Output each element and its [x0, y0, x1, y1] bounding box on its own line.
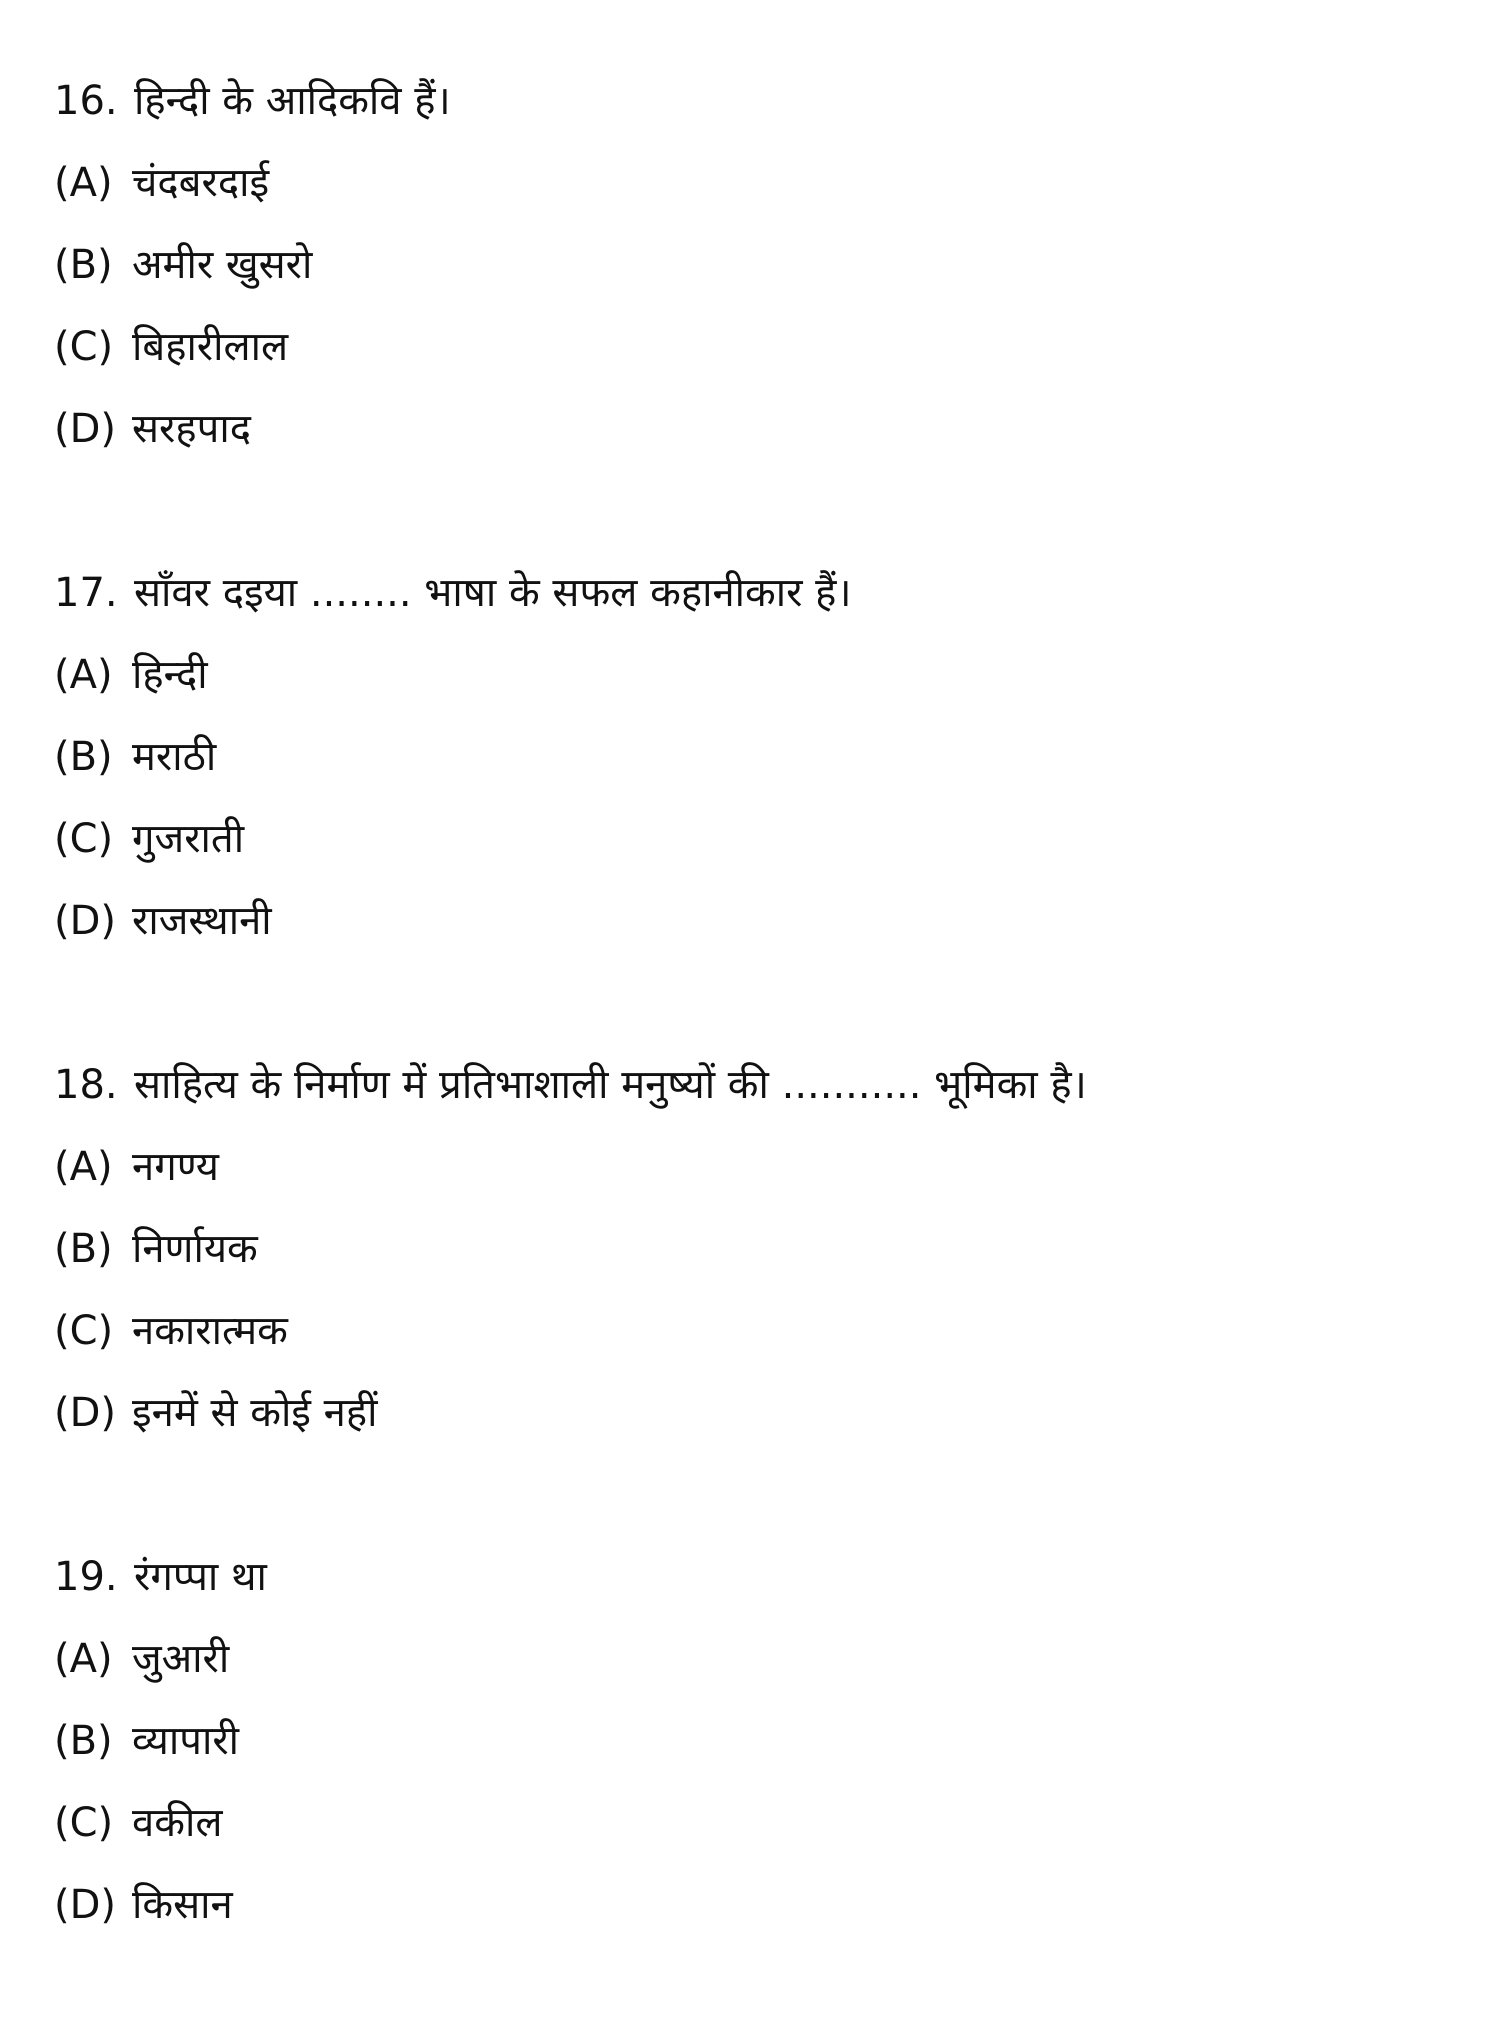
option-text: मराठी: [132, 734, 217, 780]
option-d[interactable]: [54, 1372, 1454, 1454]
option-key: (D): [54, 898, 117, 944]
option-text: राजस्थानी: [132, 898, 272, 944]
option-text: व्यापारी: [132, 1718, 240, 1764]
question-text: हिन्दी के आदिकवि हैं।: [134, 78, 451, 124]
question-18: [54, 1044, 1454, 1454]
option-c[interactable]: [54, 306, 1454, 388]
option-key: (C): [54, 324, 114, 370]
question-text: रंगप्पा था: [134, 1554, 267, 1600]
option-d[interactable]: [54, 1864, 1454, 1946]
question-16: [54, 60, 1454, 470]
question-17: [54, 552, 1454, 962]
option-text: निर्णायक: [132, 1226, 258, 1272]
question-text-line: [54, 552, 1454, 634]
option-b[interactable]: [54, 224, 1454, 306]
option-text: जुआरी: [132, 1636, 230, 1682]
question-text-line: [54, 60, 1454, 142]
option-text: नकारात्मक: [132, 1308, 288, 1354]
question-text-line: [54, 1044, 1454, 1126]
option-text: अमीर खुसरो: [132, 242, 313, 288]
option-key: (D): [54, 406, 117, 452]
option-key: (B): [54, 242, 113, 288]
option-c[interactable]: [54, 1782, 1454, 1864]
question-number: 16.: [54, 78, 118, 124]
option-d[interactable]: [54, 388, 1454, 470]
option-d[interactable]: [54, 880, 1454, 962]
option-key: (C): [54, 816, 114, 862]
option-a[interactable]: [54, 142, 1454, 224]
option-b[interactable]: [54, 716, 1454, 798]
option-a[interactable]: [54, 1126, 1454, 1208]
option-text: चंदबरदाई: [132, 160, 270, 206]
option-key: (C): [54, 1308, 114, 1354]
option-text: हिन्दी: [132, 652, 208, 698]
question-19: [54, 1536, 1454, 1946]
question-text-line: [54, 1536, 1454, 1618]
option-text: इनमें से कोई नहीं: [132, 1390, 378, 1436]
option-key: (A): [54, 160, 113, 206]
option-text: गुजराती: [132, 816, 245, 862]
question-number: 18.: [54, 1062, 118, 1108]
option-b[interactable]: [54, 1208, 1454, 1290]
option-b[interactable]: [54, 1700, 1454, 1782]
option-a[interactable]: [54, 1618, 1454, 1700]
option-text: वकील: [132, 1800, 223, 1846]
option-c[interactable]: [54, 1290, 1454, 1372]
option-text: बिहारीलाल: [132, 324, 289, 370]
question-text: साहित्य के निर्माण में प्रतिभाशाली मनुष्यों की ........... भूमिका है।: [134, 1062, 1087, 1108]
question-text: साँवर दइया ........ भाषा के सफल कहानीकार हैं।: [134, 570, 852, 616]
option-key: (D): [54, 1882, 117, 1928]
question-number: 17.: [54, 570, 118, 616]
option-key: (B): [54, 1718, 113, 1764]
option-key: (B): [54, 734, 113, 780]
option-key: (D): [54, 1390, 117, 1436]
option-a[interactable]: [54, 634, 1454, 716]
option-key: (A): [54, 652, 113, 698]
option-text: किसान: [132, 1882, 233, 1928]
option-text: नगण्य: [132, 1144, 219, 1190]
option-key: (A): [54, 1636, 113, 1682]
option-key: (A): [54, 1144, 113, 1190]
question-number: 19.: [54, 1554, 118, 1600]
option-key: (C): [54, 1800, 114, 1846]
option-key: (B): [54, 1226, 113, 1272]
option-text: सरहपाद: [132, 406, 251, 452]
option-c[interactable]: [54, 798, 1454, 880]
